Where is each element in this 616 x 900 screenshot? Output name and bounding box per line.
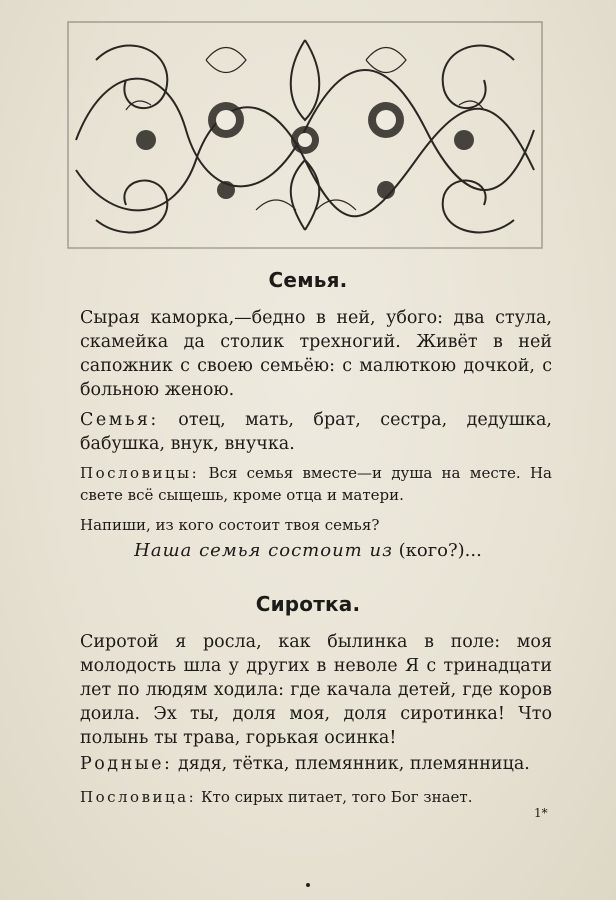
section-title-orphan: Сиротка. bbox=[255, 592, 361, 616]
family-answer-italic: Наша семья состоит из bbox=[134, 540, 393, 561]
orphan-proverb-label: Пословица: bbox=[80, 788, 197, 806]
family-task: Напиши, из кого состоит твоя семья? bbox=[80, 516, 380, 534]
family-members-label: Семья: bbox=[80, 410, 159, 430]
family-proverbs-text: Вся семья вместе—и душа на месте. На свете всё сыщешь, кроме отца и матери. bbox=[80, 464, 552, 504]
family-answer-line bbox=[0, 540, 616, 561]
orphan-proverb-text: Кто сирых питает, того Бог знает. bbox=[196, 788, 473, 806]
family-members-paragraph bbox=[80, 408, 552, 456]
family-members-text: отец, мать, брат, сестра, дедушка, бабушка, внук, внучка. bbox=[80, 410, 552, 454]
family-paragraph: Сырая каморка,—бедно в ней, убого: два стула, скамейка да столик трехногий. Живёт в ней сапожник с своею семьёю: с малюткою дочкой, с больною женою. bbox=[80, 308, 552, 400]
family-proverbs-label: Пословицы: bbox=[80, 464, 200, 482]
floral-ornament-icon bbox=[66, 20, 544, 250]
family-answer-rest: (кого?)... bbox=[392, 540, 482, 561]
section-title-family: Семья. bbox=[268, 268, 348, 292]
family-proverbs-paragraph bbox=[80, 462, 552, 506]
orphan-proverb-paragraph bbox=[80, 786, 552, 808]
bottom-dot bbox=[306, 883, 310, 887]
page-number: 1* bbox=[534, 806, 548, 820]
relatives-paragraph bbox=[80, 752, 552, 776]
orphan-paragraph: Сиротой я росла, как былинка в поле: моя молодость шла у других в неволе Я с тринадцати лет по людям ходила: где качала детей, где коров доила. Эх ты, доля моя, доля сиротинка! Что полынь ты трава, горькая осинка! bbox=[80, 632, 552, 748]
relatives-label: Родные: bbox=[80, 754, 173, 774]
relatives-text: дядя, тётка, племянник, племянница. bbox=[172, 754, 530, 774]
